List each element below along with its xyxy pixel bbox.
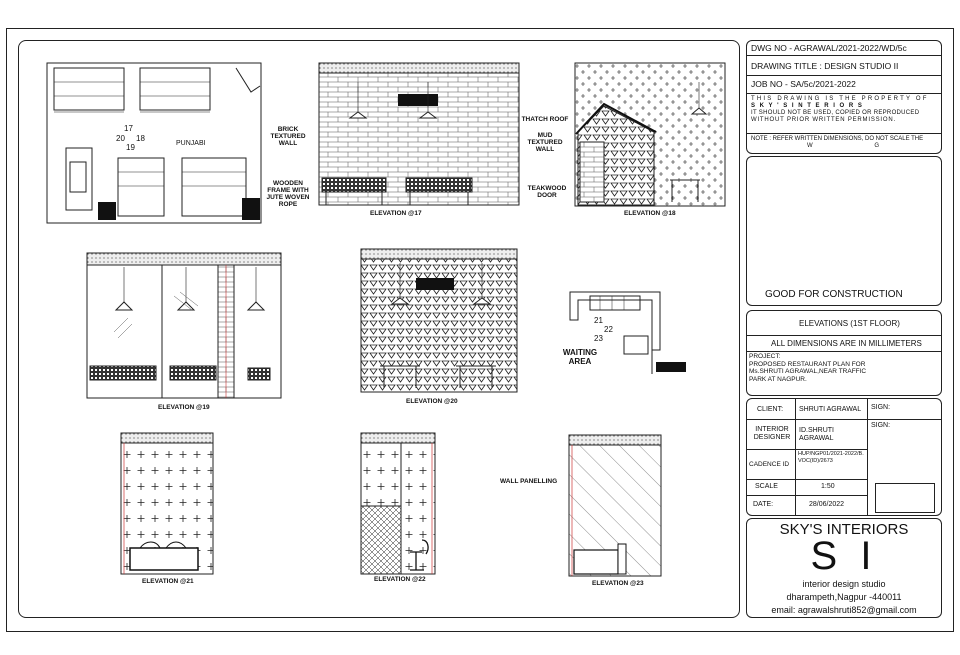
client-sign-label: SIGN: xyxy=(871,404,891,411)
plan-number: 21 xyxy=(594,316,603,325)
plan-number: 17 xyxy=(124,124,133,133)
company-logo: S I xyxy=(810,534,878,578)
elevation-23-label: ELEVATION @23 xyxy=(592,580,644,587)
plan-number: 18 xyxy=(136,134,145,143)
construction-status-box xyxy=(746,156,942,306)
elevation-22-label: ELEVATION @22 xyxy=(374,576,426,583)
elevation-18-drawing xyxy=(574,62,728,208)
sheet-title: ELEVATIONS (1ST FLOOR) xyxy=(799,319,900,328)
elevation-17-drawing xyxy=(318,62,520,208)
brick-wall-note: BRICK TEXTURED WALL xyxy=(270,126,306,147)
dimensions-note: ALL DIMENSIONS ARE IN MILLIMETERS xyxy=(771,339,922,348)
wall-panelling-note: WALL PANELLING xyxy=(500,478,558,485)
elevation-19-drawing xyxy=(86,252,282,400)
mud-wall-note: MUD TEXTURED WALL xyxy=(527,132,563,153)
elevation-20-drawing xyxy=(360,248,518,394)
waiting-area-label: WAITING AREA xyxy=(562,348,598,366)
project-description: PROJECT: PROPOSED RESTAURANT PLAN FOR Ms.SHRUTI AGRAWAL,NEAR TRAFFIC PARK AT NAGPUR. xyxy=(749,353,867,383)
scale-note: NOTE : REFER WRITTEN DIMENSIONS, DO NOT SCALE THE W G xyxy=(751,136,924,149)
scale-value: 1:50 xyxy=(821,483,835,490)
cadence-label: CADENCE ID xyxy=(749,461,790,468)
client-value: SHRUTI AGRAWAL xyxy=(799,406,862,413)
company-tagline: interior design studio xyxy=(802,579,886,589)
floor-plan xyxy=(46,62,264,224)
elevation-22-drawing xyxy=(360,432,436,576)
plan-number: 23 xyxy=(594,334,603,343)
company-address: dharampeth,Nagpur -440011 xyxy=(786,592,902,602)
punjabi-label: PUNJABI xyxy=(176,140,206,147)
elevation-21-drawing xyxy=(120,432,214,576)
plan-number: 19 xyxy=(126,143,135,152)
project-info-box xyxy=(746,310,942,396)
teakwood-door-note: TEAKWOOD DOOR xyxy=(527,185,567,199)
company-name: SKY'S INTERIORS xyxy=(779,521,909,538)
designer-sign-label: SIGN: xyxy=(871,422,891,429)
good-for-construction: GOOD FOR CONSTRUCTION xyxy=(765,289,903,300)
elevation-18-label: ELEVATION @18 xyxy=(624,210,676,217)
elevation-19-label: ELEVATION @19 xyxy=(158,404,210,411)
thatch-roof-note: THATCH ROOF xyxy=(521,116,569,123)
property-notice: THIS DRAWING IS THE PROPERTY OF S K Y ' S I N T E R I O R S IT SHOULD NOT BE USED, COPIED OR REPRODUCED WITHOUT PRIOR WRITTEN PERMISSION. xyxy=(751,96,929,123)
cadence-value: HUP/NGP01/2021-2022/B.VOC(ID)/2673 xyxy=(798,451,864,464)
scale-label: SCALE xyxy=(755,483,778,490)
elevation-17-label: ELEVATION @17 xyxy=(370,210,422,217)
wooden-frame-note: WOODEN FRAME WITH JUTE WOVEN ROPE xyxy=(266,180,310,208)
date-value: 28/06/2022 xyxy=(809,501,845,508)
title-block-header xyxy=(746,40,942,154)
designer-value: ID.SHRUTI AGRAWAL xyxy=(799,427,834,442)
client-info-table xyxy=(746,398,942,516)
plan-number: 22 xyxy=(604,325,613,334)
elevation-20-label: ELEVATION @20 xyxy=(406,398,458,405)
client-label: CLIENT: xyxy=(757,406,784,413)
dwg-number: DWG NO - AGRAWAL/2021-2022/WD/5c xyxy=(751,43,907,53)
drawing-title: DRAWING TITLE : DESIGN STUDIO II xyxy=(751,61,899,71)
elevation-21-label: ELEVATION @21 xyxy=(142,578,194,585)
company-info-box xyxy=(746,518,942,618)
elevation-23-drawing xyxy=(568,434,662,578)
designer-label: INTERIOR DESIGNER xyxy=(753,426,791,441)
job-number: JOB NO - SA/5c/2021-2022 xyxy=(751,79,856,89)
date-label: DATE: xyxy=(753,501,774,508)
plan-number: 20 xyxy=(116,134,125,143)
stamp-box xyxy=(875,483,935,513)
company-email: email: agrawalshruti852@gmail.com xyxy=(771,605,917,615)
